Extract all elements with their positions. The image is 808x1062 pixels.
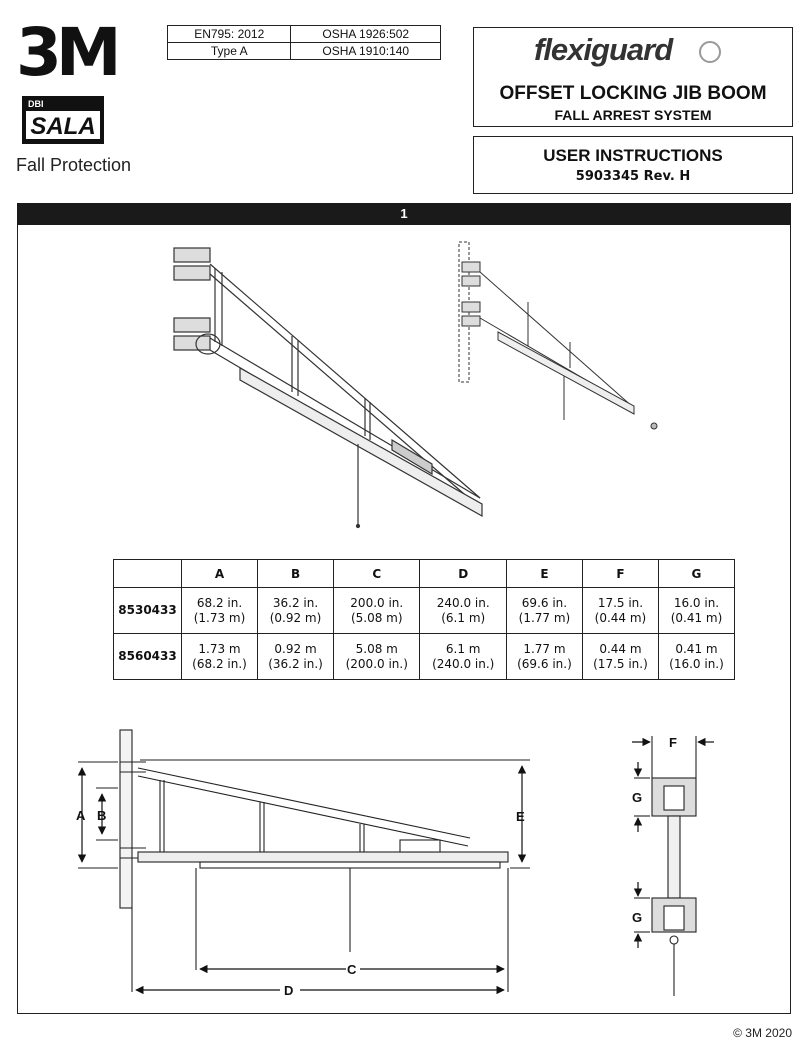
dim-value: 1.73 m [198,641,241,656]
dbi-text: DBI [28,99,44,109]
dim-value: 17.5 in. [597,595,644,610]
dim-alt-value: (16.0 in.) [669,656,724,671]
jib-boom-end-view [620,730,720,1000]
dim-value: 69.6 in. [521,595,568,610]
dim-header-cell: C [334,560,420,588]
dim-label-g-top: G [632,790,643,805]
dim-cell [258,588,334,634]
dim-header-cell: B [258,560,334,588]
dim-value: 68.2 in. [196,595,243,610]
dim-label-d: D [284,983,294,998]
standards-table [167,25,441,60]
dim-value: 16.0 in. [673,595,720,610]
dim-value: 0.41 m [675,641,718,656]
dim-alt-value: (5.08 m) [350,610,403,625]
dim-cell [658,634,734,680]
dim-header-cell: G [658,560,734,588]
dim-value: 36.2 in. [272,595,319,610]
dim-header-cell: A [182,560,258,588]
dim-value: 1.77 m [523,641,566,656]
dimensions-table [113,559,735,680]
dim-cell [182,634,258,680]
dim-alt-value: (0.44 m) [594,610,647,625]
standards-cell: OSHA 1926:502 [291,26,441,43]
copyright: © 3M 2020 [733,1026,792,1040]
product-title: OFFSET LOCKING JIB BOOM [499,83,767,104]
dim-alt-value: (0.41 m) [670,610,723,625]
dim-alt-value: (68.2 in.) [192,656,247,671]
standards-row [168,26,441,43]
dim-alt-value: (17.5 in.) [593,656,648,671]
standards-cell: EN795: 2012 [168,26,291,43]
dim-value: 0.44 m [599,641,642,656]
dim-value: 200.0 in. [350,595,404,610]
instructions-title: USER INSTRUCTIONS [543,146,723,165]
product-title-box [473,27,793,127]
dim-value: 240.0 in. [436,595,490,610]
dim-alt-value: (36.2 in.) [268,656,323,671]
dim-cell [258,634,334,680]
dim-cell [582,634,658,680]
dim-alt-value: (240.0 in.) [432,656,495,671]
dim-alt-value: (69.6 in.) [517,656,572,671]
sala-text: SALA [30,113,96,140]
fall-protection-tagline: Fall Protection [16,155,132,175]
doc-number: 5903345 Rev. H [575,169,691,184]
part-number: 8560433 [114,634,182,680]
jib-boom-isometric-small [448,236,668,436]
dim-alt-value: (200.0 in.) [345,656,408,671]
dim-alt-value: (1.77 m) [518,610,571,625]
dim-header-cell: E [506,560,582,588]
dimensions-header-row [114,560,735,588]
dim-value: 6.1 m [445,641,481,656]
dim-alt-value: (6.1 m) [441,610,486,625]
dim-label-a: A [76,808,86,823]
dim-cell [334,634,420,680]
dim-header-cell: F [582,560,658,588]
dim-value: 0.92 m [274,641,317,656]
table-row [114,634,735,680]
standards-row [168,43,441,60]
dim-label-c: C [347,962,357,977]
dim-cell [420,588,506,634]
dim-cell [182,588,258,634]
dim-label-e: E [516,809,525,824]
dim-header-cell: D [420,560,506,588]
dim-cell [420,634,506,680]
dim-cell [582,588,658,634]
jib-boom-side-elevation [60,720,540,1002]
dim-cell [658,588,734,634]
flexiguard-mark-icon [699,41,721,63]
dim-label-b: B [97,808,107,823]
standards-cell: Type A [168,43,291,60]
dbi-sala-logo [22,96,104,144]
dim-cell [506,634,582,680]
part-number: 8530433 [114,588,182,634]
dim-alt-value: (0.92 m) [269,610,322,625]
standards-cell: OSHA 1910:140 [291,43,441,60]
dim-alt-value: (1.73 m) [193,610,246,625]
dim-cell [506,588,582,634]
figure-number-bar: 1 [17,203,791,225]
3m-logo: 3M [16,14,116,91]
dim-header-cell [114,560,182,588]
product-subtitle: FALL ARREST SYSTEM [554,107,712,123]
flexiguard-logo: flexiguard [534,32,673,67]
dim-label-f: F [669,735,677,750]
dim-cell [334,588,420,634]
dim-value: 5.08 m [355,641,398,656]
table-row [114,588,735,634]
instructions-box [473,136,793,194]
dim-label-g-bottom: G [632,910,643,925]
